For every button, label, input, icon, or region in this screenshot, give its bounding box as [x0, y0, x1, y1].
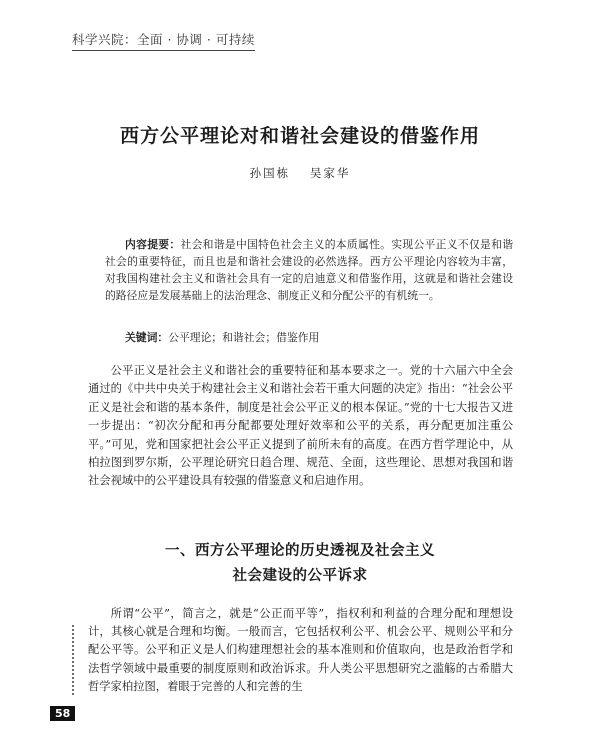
margin-dot-rule [71, 624, 75, 696]
keywords-text: 公平理论；和谐社会；借鉴作用 [168, 331, 320, 344]
author-1: 孙国栋 [249, 166, 291, 180]
keywords-label: 关键词： [125, 331, 169, 344]
section-body [88, 605, 513, 696]
running-head: 科学兴院：全面 · 协调 · 可持续 [72, 30, 255, 51]
abstract-text: 社会和谐是中国特色社会主义的本质属性。实现公平正义不仅是和谐社会的重要特征，而且也是和谐社会建设的必然选择。西方公平理论内容较为丰富，对我国构建社会主义和谐社会具有一定的启迪意义和借鉴作用，这就是和谐社会建设的路径应是发展基础上的法治理念、制度正义和分配公平的有机统一。 [105, 238, 514, 302]
section-heading [0, 539, 600, 589]
page-number: 58 [50, 706, 75, 721]
intro-section [88, 362, 513, 491]
keywords [125, 329, 513, 346]
section-heading-line-1: 一、西方公平理论的历史透视及社会主义 [165, 543, 435, 559]
abstract [105, 236, 513, 304]
intro-paragraph: 公平正义是社会主义和谐社会的重要特征和基本要求之一。党的十六届六中全会通过的《中共中央关于构建社会主义和谐社会若干重大问题的决定》指出：“社会公平正义是社会和谐的基本条件，制度是社会公平正义的根本保证。”党的十七大报告又进一步提出：“初次分配和再分配都要处理好效率和公平的关系，再分配更加注重公平。”可见，党和国家把社会公平正义提到了前所未有的高度。在西方哲学理论中，从柏拉图到罗尔斯，公平理论研究日趋合理、规范、全面，这些理论、思想对我国和谐社会视域中的公平建设具有较强的借鉴意义和启迪作用。 [88, 364, 513, 488]
abstract-label: 内容提要： [125, 238, 181, 251]
section-heading-line-2: 社会建设的公平诉求 [232, 568, 368, 584]
article-title: 西方公平理论对和谐社会建设的借鉴作用 [119, 125, 480, 147]
authors [0, 165, 600, 181]
author-2: 吴家华 [309, 166, 351, 180]
section-paragraph: 所谓“公平”，简言之，就是“公正而平等”，指权利和利益的合理分配和理想设计，其核心就是合理和均衡。一般而言，它包括权利公平、机会公平、规则公平和分配公平等。公平和正义是人们构建理想社会的基本准则和价值取向，也是政治哲学和法哲学领域中最重要的制度原则和政治诉求。升人类公平思想研究之滥觞的古希腊大哲学家柏拉图，着眼于完善的人和完善的生 [88, 607, 513, 693]
